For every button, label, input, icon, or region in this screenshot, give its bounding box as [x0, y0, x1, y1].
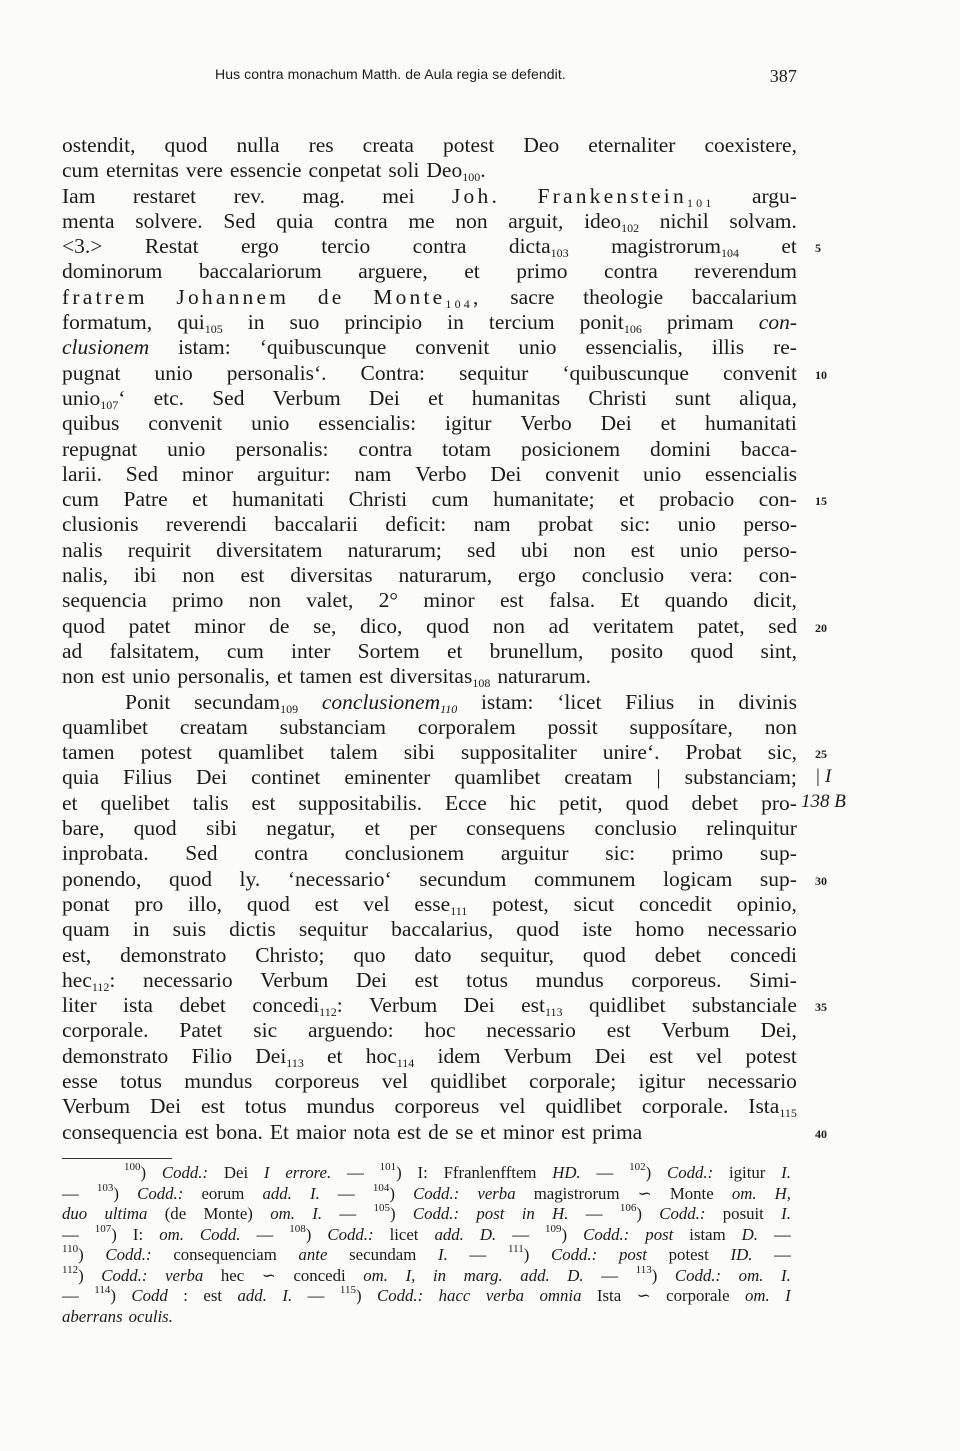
text-line: quia Filius Dei continet eminenter quamlibet creatam | substanciam; — [62, 765, 797, 790]
footnote-line: — $^{114}$) Codd : est add. I. — $^{115}$) Codd.: hacc verba omnia Ista ∽ corporale om. I — [62, 1284, 791, 1305]
running-title: Hus contra monachum Matth. de Aula regia se defendit. — [215, 66, 566, 82]
margin-line-number: 40 — [815, 1126, 827, 1141]
text-line: liter ista debet concedi$_{112}$: Verbum Dei est$_{113}$ quidlibet substanciale — [62, 993, 797, 1020]
text-line: formatum, qui$_{105}$ in suo principio in tercium ponit$_{106}$ primam con- — [62, 310, 797, 337]
text-line: Ponit secundam$_{109}$ conclusionem$_{110}$ istam: ‘licet Filius in divinis — [125, 689, 797, 716]
footnote-line: $^{110}$) Codd.: consequenciam ante secundam I. — $^{111}$) Codd.: post potest ID. — — [62, 1243, 791, 1264]
text-line: corporale. Patet sic arguendo: hoc necessario est Verbum Dei, — [62, 1018, 797, 1043]
main-text — [62, 133, 797, 1145]
text-line: esse totus mundus corporeus vel quidlibet corporale; igitur necessario — [62, 1068, 797, 1093]
text-line: repugnat unio personalis: contra totam posicionem domini bacca- — [62, 436, 797, 461]
text-line: consequencia est bona. Et maior nota est de se et minor est prima — [62, 1119, 643, 1144]
text-line: hec$_{112}$: necessario Verbum Dei est totus mundus corporeus. Simi- — [62, 967, 797, 994]
text-line: demonstrato Filio Dei$_{113}$ et hoc$_{114}$ idem Verbum Dei est vel potest — [62, 1043, 797, 1070]
text-line: fratrem Johannem de Monte$_{104}$, sacre theologie baccalarium — [62, 284, 797, 311]
text-line: sequencia primo non valet, 2° minor est falsa. Et quando dicit, — [62, 588, 797, 613]
text-line: quamlibet creatam substanciam corporalem possit supposítare, non — [62, 714, 797, 739]
text-line: cum eternitas vere essencie conpetat soli Deo$_{100}$. — [62, 158, 486, 185]
margin-line-number: 35 — [815, 1000, 827, 1015]
margin-line-number: 10 — [815, 367, 827, 382]
footnote-line: $^{100}$) Codd.: Dei I errore. — $^{101}$) I: Ffranlenfftem HD. — $^{102}$) Codd.: igitur I. — [124, 1161, 791, 1182]
margin-line-number: 20 — [815, 620, 827, 635]
footnote-line: $^{112}$) Codd.: verba hec ∽ concedi om. I, in marg. add. D. — $^{113}$) Codd.: om. I. — [62, 1263, 791, 1285]
page-number: 387 — [769, 66, 797, 86]
text-line: bare, quod sibi negatur, et per consequens conclusio relinquitur — [62, 816, 797, 841]
text-line: ad falsitatem, cum inter Sortem et brunellum, posito quod sint, — [62, 638, 797, 663]
footnotes — [62, 1163, 797, 1327]
text-line: dominorum baccalariorum arguere, et primo contra reverendum — [62, 259, 797, 284]
text-line: ponat pro illo, quod est vel esse$_{111}$ potest, sicut concedit opinio, — [62, 891, 797, 918]
text-line: menta solvere. Sed quia contra me non arguit, ideo$_{102}$ nichil solvam. — [62, 208, 797, 235]
text-line: Iam restaret rev. mag. mei Joh. Frankenstein$_{101}$ argu- — [62, 183, 797, 210]
text-line: quam in suis dictis sequitur baccalarius, quod iste homo necessario — [62, 917, 797, 942]
footnote-line: — $^{103}$) Codd.: eorum add. I. — $^{104}$) Codd.: verba magistrorum ∽ Monte om. H, — [62, 1181, 791, 1203]
text-line: nalis requirit diversitatem naturarum; sed ubi non est unio perso- — [62, 537, 797, 562]
footnote-line: — $^{107}$) I: om. Codd. — $^{108}$) Codd.: licet add. D. — $^{109}$) Codd.: post istam D. — — [62, 1222, 791, 1244]
text-line: nalis, ibi non est diversitas naturarum, ergo conclusio vera: con- — [62, 563, 797, 588]
footnote-line: aberrans oculis. — [62, 1306, 173, 1326]
text-line: tamen potest quamlibet talem sibi suppositaliter unire‘. Probat sic, — [62, 740, 797, 765]
manuscript-folio-ref: 138 B — [801, 790, 846, 812]
text-line: clusionem istam: ‘quibuscunque convenit unio essencialis, illis re- — [62, 335, 797, 360]
text-line: non est unio personalis, et tamen est diversitas$_{108}$ naturarum. — [62, 664, 592, 691]
text-line: ostendit, quod nulla res creata potest Deo eternaliter coexistere, — [62, 133, 797, 157]
text-line: clusionis reverendi baccalarii deficit: nam probat sic: unio perso- — [62, 512, 797, 537]
margin-line-number: 25 — [815, 747, 827, 762]
text-line: et quelibet talis est suppositabilis. Ecce hic petit, quod debet pro- — [62, 790, 797, 815]
text-line: unio$_{107}$‘ etc. Sed Verbum Dei et humanitas Christi sunt aliqua, — [62, 385, 797, 412]
margin-line-number: 5 — [815, 241, 821, 256]
text-line: inprobata. Sed contra conclusionem arguitur sic: primo sup- — [62, 841, 797, 866]
manuscript-folio-ref: | I — [815, 765, 832, 787]
footnote-rule — [62, 1158, 172, 1159]
footnote-line: duo ultima (de Monte) om. I. — $^{105}$) Codd.: post in H. — $^{106}$) Codd.: posuit I. — [62, 1202, 791, 1223]
text-line: quibus convenit unio essencialis: igitur Verbo Dei et humanitati — [62, 411, 797, 436]
margin-line-number: 30 — [815, 873, 827, 888]
text-line: est, demonstrato Christo; quo dato sequitur, quod debet concedi — [62, 942, 797, 967]
text-line: pugnat unio personalis‘. Contra: sequitur ‘quibuscunque convenit — [62, 360, 797, 385]
text-line: <3.> Restat ergo tercio contra dicta$_{103}$ magistrorum$_{104}$ et — [62, 234, 797, 261]
margin-line-number: 15 — [815, 494, 827, 509]
text-line: quod patet minor de se, dico, quod non ad veritatem patet, sed — [62, 613, 797, 638]
text-line: larii. Sed minor arguitur: nam Verbo Dei convenit unio essencialis — [62, 461, 797, 486]
text-line: cum Patre et humanitati Christi cum humanitate; et probacio con- — [62, 487, 797, 512]
text-line: ponendo, quod ly. ‘necessario‘ secundum communem logicam sup- — [62, 866, 797, 891]
text-line: Verbum Dei est totus mundus corporeus vel quidlibet corporale. Ista$_{115}$ — [62, 1094, 797, 1121]
